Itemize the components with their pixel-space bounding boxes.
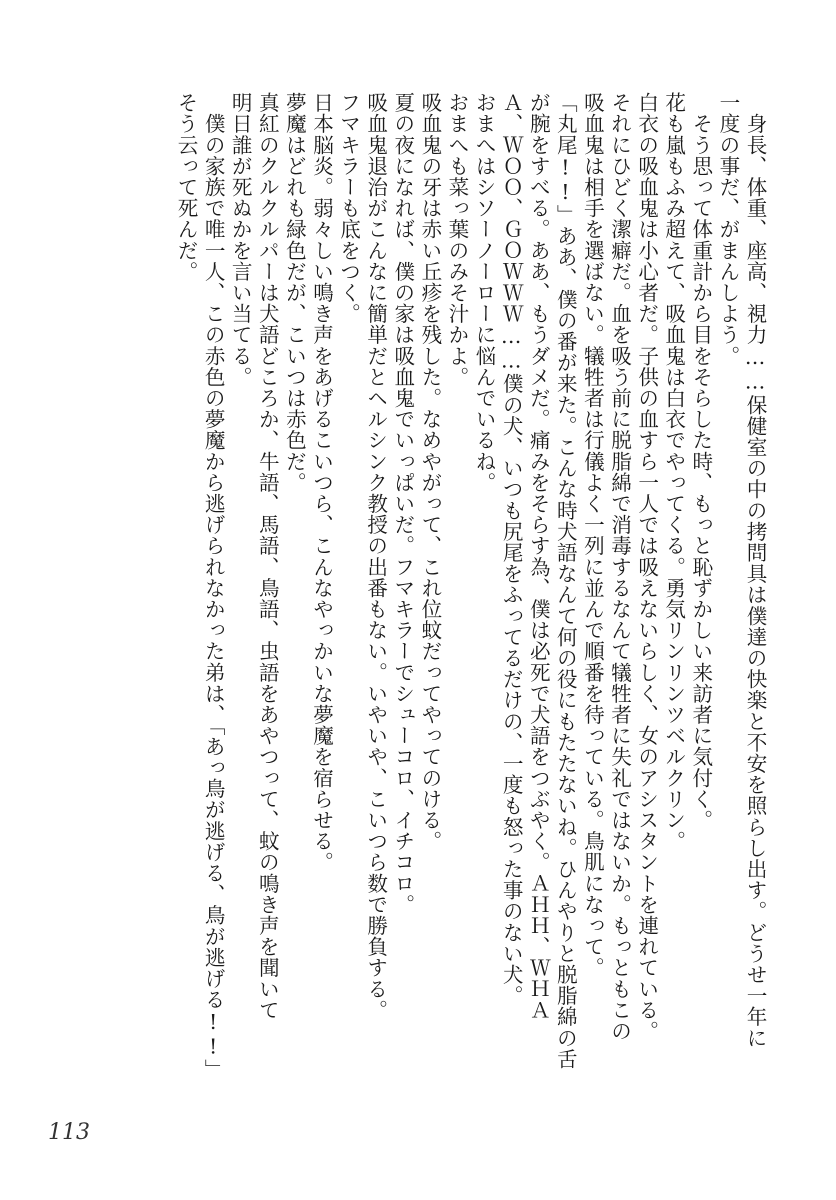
text-line: フマキラーも底をつく。 xyxy=(336,92,361,325)
text-line: 明日誰が死ぬかを言い当てる。 xyxy=(228,92,253,388)
text-line: 真紅のクルクルパーは犬語どころか、牛語、馬語、鳥語、虫語をあやつって、蚊の鳴き声を聞いて xyxy=(255,92,280,1021)
text-line: おまへも菜っ葉のみそ汁かよ。 xyxy=(444,92,469,388)
text-line: 夢魔はどれも緑色だが、こいつは赤色だ。 xyxy=(282,92,307,493)
page-number: 113 xyxy=(48,1120,90,1145)
text-line: 一度の事だ、がまんしよう。 xyxy=(715,92,740,367)
text-line: 「丸尾!!」ああ、僕の番が来た。こんな時犬語なんて何の役にもたたないね。ひんやりと脱脂綿の舌 xyxy=(553,92,578,1070)
text-line: 日本脳炎。弱々しい鳴き声をあげるこいつら、こんなやっかいな夢魔を宿らせる。 xyxy=(309,92,334,873)
text-line: 夏の夜になれば、僕の家は吸血鬼でいっぱいだ。フマキラーでシューコロ、イチコロ。 xyxy=(390,92,415,915)
text-line: 僕の家族で唯一人、この赤色の夢魔から逃げられなかった弟は、「あっ鳥が逃げる、鳥が逃げる!!」 xyxy=(201,92,226,1081)
text-line: 身長、体重、座高、視力……保健室の中の拷問具は僕達の快楽と不安を照らし出す。どうせ一年に xyxy=(743,92,767,1049)
text-line: 吸血鬼は相手を選ばない。犠牲者は行儀よく一列に並んで順番を待っている。鳥肌になって。 xyxy=(580,92,605,979)
text-line: が腕をすべる。ああ、もうダメだ。痛みをそらす為、僕は必死で犬語をつぶやく。ＡＨＨ、ＷＨＡ xyxy=(526,92,551,1021)
text-line: Ａ、ＷＯＯ、ＧＯＷＷＷ……僕の犬、いつも尻尾をふってるだけの、一度も怒った事のない犬。 xyxy=(499,92,524,1007)
body-text xyxy=(172,92,768,1081)
text-line: それにひどく潔癖だ。血を吸う前に脱脂綿で消毒するなんて犠牲者に失礼ではないか。もっともこの xyxy=(607,92,632,1042)
text-line: 吸血鬼の牙は赤い丘疹を残した。なめやがって、これ位蚊だってやってのける。 xyxy=(417,92,442,852)
text-line: そう思って体重計から目をそらした時、もっと恥ずかしい来訪者に気付く。 xyxy=(688,92,713,831)
text-line: そう云って死んだ。 xyxy=(174,92,199,282)
text-line: 花も嵐もふみ超えて、吸血鬼は白衣でやってくる。勇気リンリンツベルクリン。 xyxy=(661,92,686,852)
text-line: 白衣の吸血鬼は小心者だ。子供の血すら一人では吸えないらしく、女のアシスタントを連れている。 xyxy=(634,92,659,1042)
text-line: おまへはシソーノーローに悩んでいるね。 xyxy=(472,92,497,493)
text-line: 吸血鬼退治がこんなに簡単だとヘルシンク教授の出番もない。いやいや、こいつら数で勝負する。 xyxy=(363,92,388,1021)
